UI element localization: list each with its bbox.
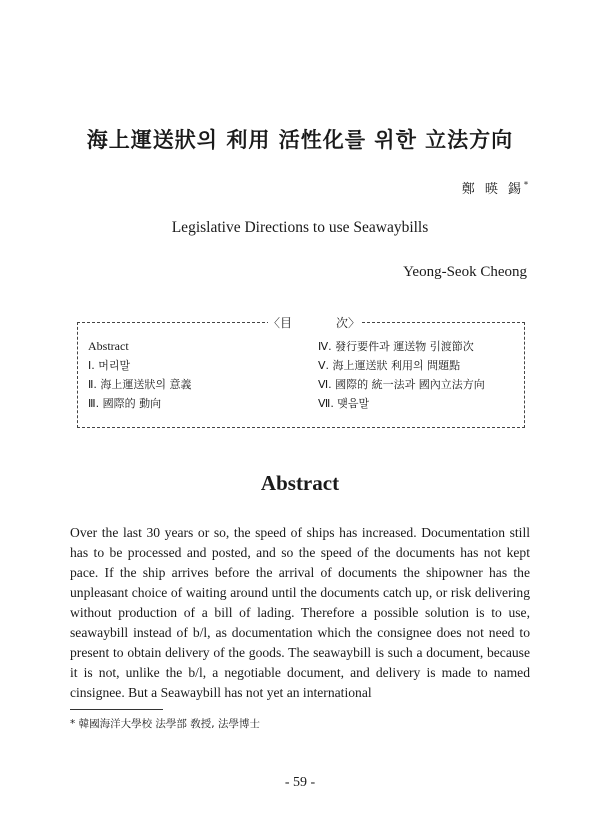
toc-left-column [88, 337, 192, 413]
author-english: Yeong-Seok Cheong [403, 264, 527, 280]
toc-item: Ⅵ. 國際的 統一法과 國內立法方向 [318, 378, 485, 391]
toc-item: Ⅱ. 海上運送狀의 意義 [88, 378, 192, 391]
paper-title: 海上運送狀의 利用 活性化를 위한 立法方向 [86, 127, 514, 152]
abstract-heading: Abstract [260, 471, 340, 495]
paper-subtitle-english: Legislative Directions to use Seawaybills [171, 219, 429, 236]
table-of-contents [77, 316, 525, 428]
toc-item: Ⅲ. 國際的 動向 [88, 397, 162, 410]
toc-heading-left: 〈目 [268, 316, 293, 330]
toc-heading-right: 次〉 [335, 316, 360, 330]
author-korean [462, 178, 528, 197]
author-korean-name: 鄭 暎 錫 [461, 182, 524, 197]
toc-right-column [318, 337, 485, 413]
footnote: * 韓國海洋大學校 法學部 敎授, 法學博士 [70, 718, 260, 730]
page-number: - 59 - [284, 775, 316, 790]
abstract-body: Over the last 30 years or so, the speed of ships has increased. Documentation still has to be processed and posted, and so the speed of the documents has not kept pace. If the ship arrives before the arrival of documents the shipowner has the unpleasant choice of waiting around until the documents catch up, or risk delivering without production of a bill of lading. Therefore a possible solution is to use, seawaybill instead of b/l, as documentation which the consignee does not need to present to obtain delivery of the goods. The seawaybill is such a document, because it is not, unlike the b/l, a negotiable document, and delivery is made to named cinsignee. But a Seawaybill has not yet an international [70, 525, 530, 700]
toc-heading [268, 314, 360, 331]
toc-item: Ⅳ. 發行要件과 運送物 引渡節次 [318, 340, 474, 353]
footnote-divider [70, 709, 163, 710]
toc-item: Ⅶ. 맺음말 [318, 397, 370, 410]
toc-item: Ⅴ. 海上運送狀 利用의 問題點 [318, 359, 461, 372]
author-footnote-mark: * [524, 180, 528, 190]
toc-item: Ⅰ. 머리말 [88, 359, 131, 372]
toc-item: Abstract [88, 339, 129, 353]
